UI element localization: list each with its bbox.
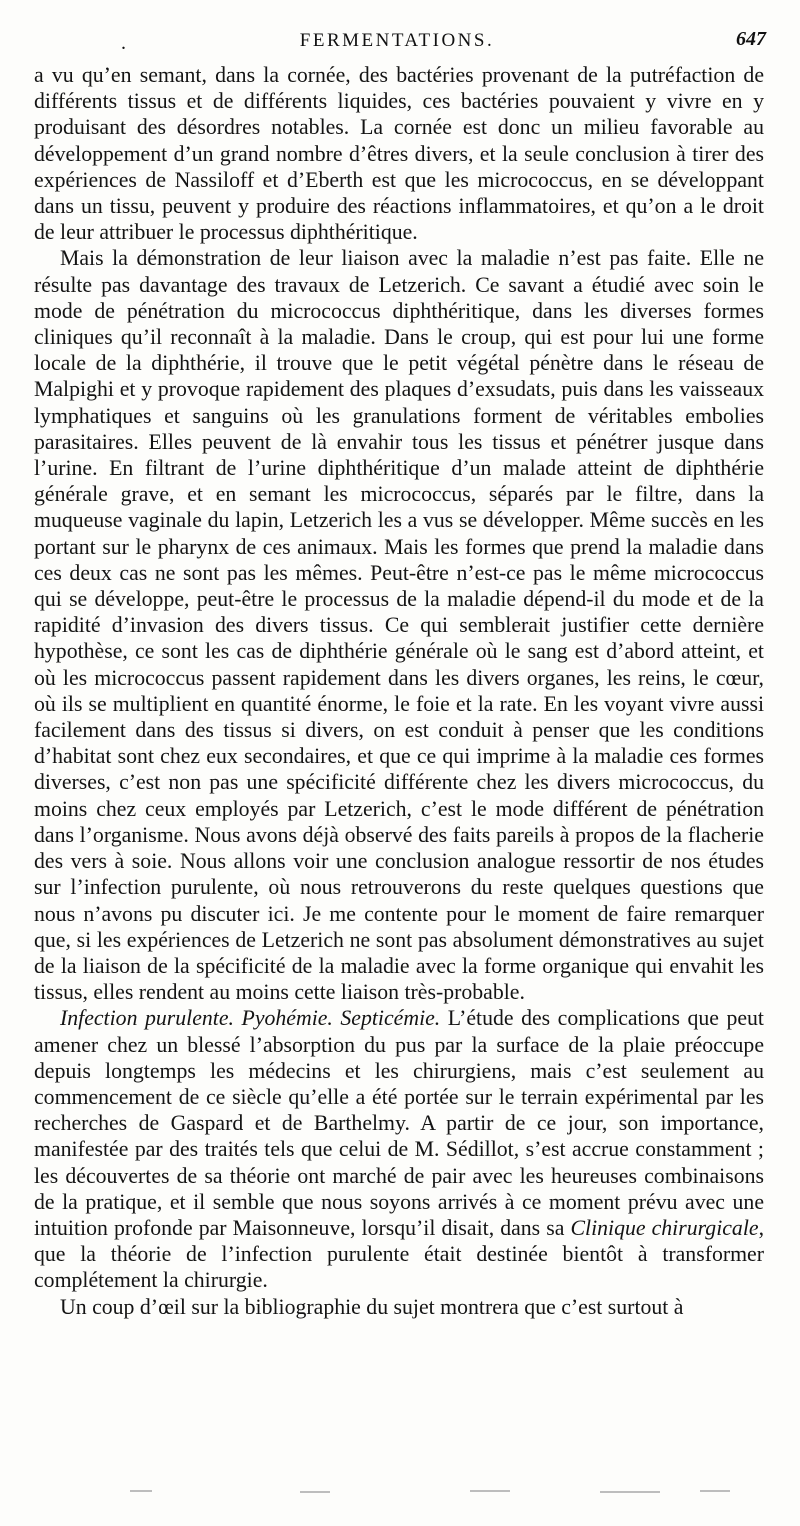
page-number: 647 [736, 28, 766, 50]
book-title-reference: Clinique chirurgicale [570, 1215, 759, 1240]
scan-speck [700, 1490, 730, 1492]
scan-speck [470, 1490, 510, 1492]
paragraph-3-text-b: , que la théorie de l’infection purulente était destinée bientôt à transformer complétement la chirurgie. [34, 1215, 765, 1293]
header-dot: . [121, 32, 126, 54]
scan-speck [130, 1490, 152, 1492]
scan-speck [600, 1491, 660, 1493]
paragraph-2: Mais la démonstration de leur liaison avec la maladie n’est pas faite. Elle ne résulte pas davantage des travaux de Letzerich. Ce savant a étudié avec soin le mode de pénétration du micrococcus diphthéritique, dans les diverses formes cliniques qu’il reconnaît à la maladie. Dans le croup, qui est pour lui une forme locale de la diphthérie, il trouve que le petit végétal pénètre dans le réseau de Malpighi et y provoque rapidement des plaques d’exsudats, puis dans les vaisseaux lymphatiques et sanguins où les granulations forment de véritables embolies parasitaires. Elles peuvent de là envahir tous les tissus et pénétrer jusque dans l’urine. En filtrant de l’urine diphthéritique d’un malade atteint de diphthérie générale grave, et en semant les micrococcus, séparés par le filtre, dans la muqueuse vaginale du lapin, Letzerich les a vus se développer. Même succès en les portant sur le pharynx de ces animaux. Mais les formes que prend la maladie dans ces deux cas ne sont pas les mêmes. Peut-être n’est-ce pas le même micrococcus qui se développe, peut-être le processus de la maladie dépend-il du mode et de la rapidité d’invasion des divers tissus. Ce qui semblerait justifier cette dernière hypothèse, ce sont les cas de diphthérie générale où le sang est d’abord atteint, et où les micrococcus passent rapidement dans les divers organes, les reins, le cœur, où ils se multiplient en quantité énorme, le foie et la rate. En les voyant vivre aussi facilement dans des tissus si divers, on est conduit à penser que les conditions d’habitat sont chez eux secondaires, et que ce qui imprime à la maladie ces formes diverses, c’est non pas une spécificité différente chez les divers micrococcus, du moins chez ceux employés par Letzerich, c’est le mode différent de pénétration dans l’organisme. Nous avons déjà observé des faits pareils à propos de la flacherie des vers à soie. Nous allons voir une conclusion analogue ressortir de nos études sur l’infection purulente, où nous retrouverons du reste quelques questions que nous n’avons pu discuter ici. Je me contente pour le moment de faire remarquer que, si les expériences de Letzerich ne sont pas absolument démonstratives au sujet de la liaison de la spécificité de la maladie avec la forme organique qui envahit les tissus, elles rendent au moins cette liaison très-probable. [34, 246, 764, 1005]
paragraph-3-text-a: L’étude des complications que peut amener chez un blessé l’absorption du pus par la surface de la plaie préoccupe depuis longtemps les médecins et les chirurgiens, mais c’est seulement au commencement de ce siècle qu’elle a été portée sur le terrain expérimental par les recherches de Gaspard et de Barthelmy. A partir de ce jour, son importance, manifestée par des traités tels que celui de M. Sédillot, s’est accrue constamment ; les découvertes de sa théorie ont marché de pair avec les heureuses combinaisons de la pratique, et il semble que nous soyons arrivés à ce moment prévu avec une intuition profonde par Maisonneuve, lorsqu’il disait, dans sa [34, 1006, 764, 1240]
paragraph-4: Un coup d’œil sur la bibliographie du sujet montrera que c’est surtout à [60, 1294, 684, 1319]
scan-speck [300, 1491, 330, 1493]
section-heading-inline: Infection purulente. Pyohémie. Septicémie. [60, 1006, 441, 1031]
running-title: FERMENTATIONS. [299, 30, 495, 51]
paragraph-3 [34, 1005, 764, 1293]
paragraph-1: a vu qu’en semant, dans la cornée, des bactéries provenant de la putréfaction de différents tissus et de différents liquides, ces bactéries pouvaient y vivre en y produisant des désordres notables. La cornée est donc un milieu favorable au développement d’un grand nombre d’êtres divers, et la seule conclusion à tirer des expériences de Nassiloff et d’Eberth est que les micrococcus, en se développant dans un tissu, peuvent y produire des réactions inflammatoires, et qu’on a le droit de leur attribuer le processus diphthéritique. [34, 63, 764, 245]
page-body [34, 62, 764, 1320]
scan-noise [0, 1480, 800, 1510]
running-header [28, 30, 766, 60]
